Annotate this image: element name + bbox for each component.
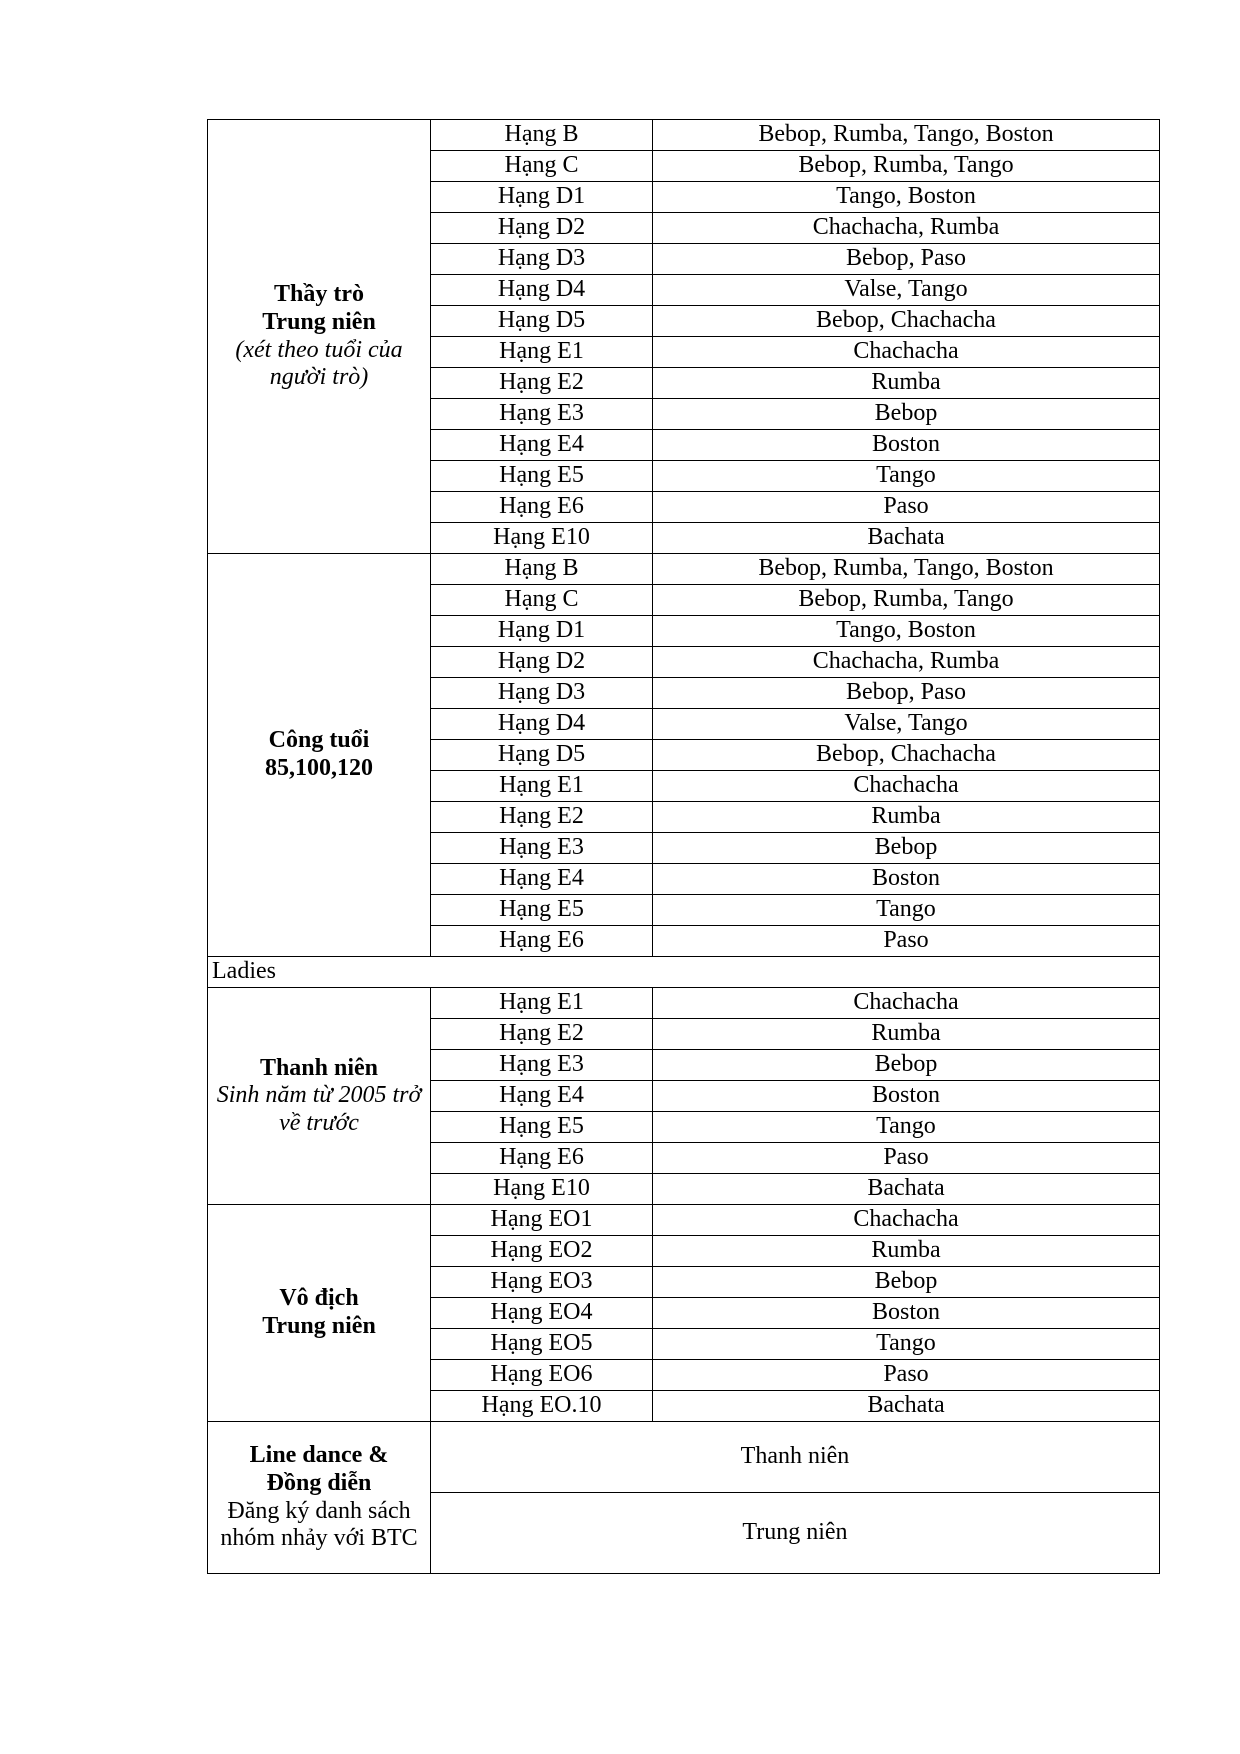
class-cell: Hạng E6 [431, 926, 653, 957]
dance-cell: Tango, Boston [653, 182, 1160, 213]
group-cell-g3 [208, 988, 431, 1205]
class-cell: Hạng E5 [431, 1112, 653, 1143]
section-label: Ladies [208, 957, 1160, 988]
table-row [208, 988, 1160, 1019]
class-cell: Hạng D2 [431, 213, 653, 244]
class-cell: Hạng E1 [431, 337, 653, 368]
dance-cell: Bebop [653, 1050, 1160, 1081]
class-cell: Hạng C [431, 585, 653, 616]
dance-cell: Rumba [653, 1236, 1160, 1267]
class-cell: Hạng EO3 [431, 1267, 653, 1298]
dance-cell: Tango [653, 1329, 1160, 1360]
dance-cell: Bachata [653, 1174, 1160, 1205]
class-cell: Hạng E10 [431, 1174, 653, 1205]
class-cell: Hạng D4 [431, 275, 653, 306]
class-cell: Hạng D4 [431, 709, 653, 740]
dance-cell: Rumba [653, 802, 1160, 833]
dance-cell: Bebop, Chachacha [653, 306, 1160, 337]
group-option: Thanh niên [431, 1422, 1160, 1493]
dance-cell: Chachacha [653, 1205, 1160, 1236]
dance-cell: Boston [653, 864, 1160, 895]
class-cell: Hạng EO4 [431, 1298, 653, 1329]
section-row [208, 957, 1160, 988]
dance-cell: Rumba [653, 368, 1160, 399]
dance-cell: Paso [653, 1143, 1160, 1174]
dance-cell: Tango, Boston [653, 616, 1160, 647]
class-cell: Hạng EO1 [431, 1205, 653, 1236]
class-cell: Hạng E2 [431, 368, 653, 399]
group-note: Đăng ký danh sách nhóm nhảy với BTC [220, 1497, 418, 1552]
table-row [208, 120, 1160, 151]
class-cell: Hạng D3 [431, 678, 653, 709]
class-cell: Hạng E10 [431, 523, 653, 554]
dance-cell: Chachacha [653, 988, 1160, 1019]
class-cell: Hạng E6 [431, 492, 653, 523]
dance-cell: Bebop [653, 399, 1160, 430]
class-cell: Hạng C [431, 151, 653, 182]
table-row [208, 1422, 1160, 1493]
class-cell: Hạng E1 [431, 771, 653, 802]
dance-cell: Valse, Tango [653, 709, 1160, 740]
dance-cell: Boston [653, 1298, 1160, 1329]
class-cell: Hạng E4 [431, 430, 653, 461]
group-title: Thanh niên [259, 1054, 379, 1081]
class-cell: Hạng D2 [431, 647, 653, 678]
class-cell: Hạng EO.10 [431, 1391, 653, 1422]
dance-cell: Tango [653, 895, 1160, 926]
class-cell: Hạng D5 [431, 740, 653, 771]
group-option: Trung niên [431, 1493, 1160, 1574]
class-cell: Hạng E4 [431, 864, 653, 895]
dance-cell: Bebop, Rumba, Tango [653, 151, 1160, 182]
class-cell: Hạng E4 [431, 1081, 653, 1112]
group-cell-g4 [208, 1205, 431, 1422]
dance-cell: Bebop, Rumba, Tango, Boston [653, 554, 1160, 585]
dance-cell: Chachacha, Rumba [653, 213, 1160, 244]
group-title: Vô địch [279, 1285, 359, 1312]
group-title: Đồng diễn [266, 1469, 372, 1496]
dance-cell: Bachata [653, 1391, 1160, 1422]
class-cell: Hạng D3 [431, 244, 653, 275]
class-cell: Hạng B [431, 120, 653, 151]
dance-cell: Bebop [653, 1267, 1160, 1298]
dance-cell: Bebop, Chachacha [653, 740, 1160, 771]
class-cell: Hạng E3 [431, 833, 653, 864]
group-title: Trung niên [262, 308, 376, 335]
class-cell: Hạng E2 [431, 1019, 653, 1050]
dance-cell: Tango [653, 1112, 1160, 1143]
dance-cell: Paso [653, 926, 1160, 957]
class-cell: Hạng E6 [431, 1143, 653, 1174]
group-title: Công tuổi [268, 727, 370, 754]
group-note: Sinh năm từ 2005 trở về trước [216, 1082, 422, 1136]
class-cell: Hạng E2 [431, 802, 653, 833]
dance-cell: Chachacha [653, 337, 1160, 368]
group-title: Thầy trò [274, 281, 364, 308]
group-title: 85,100,120 [265, 755, 373, 781]
dance-cell: Bachata [653, 523, 1160, 554]
dance-cell: Boston [653, 430, 1160, 461]
class-cell: Hạng E5 [431, 895, 653, 926]
group-note: (xét theo tuổi của người trò) [235, 336, 403, 391]
competition-table [207, 119, 1160, 1574]
group-cell-g1 [208, 120, 431, 554]
class-cell: Hạng E5 [431, 461, 653, 492]
class-cell: Hạng D1 [431, 616, 653, 647]
dance-cell: Boston [653, 1081, 1160, 1112]
dance-cell: Bebop, Rumba, Tango, Boston [653, 120, 1160, 151]
class-cell: Hạng E3 [431, 1050, 653, 1081]
class-cell: Hạng E1 [431, 988, 653, 1019]
group-title: Line dance & [249, 1442, 389, 1469]
dance-cell: Paso [653, 1360, 1160, 1391]
table-row [208, 554, 1160, 585]
class-cell: Hạng EO6 [431, 1360, 653, 1391]
class-cell: Hạng D1 [431, 182, 653, 213]
dance-cell: Rumba [653, 1019, 1160, 1050]
dance-cell: Bebop, Paso [653, 678, 1160, 709]
dance-cell: Bebop, Rumba, Tango [653, 585, 1160, 616]
dance-cell: Paso [653, 492, 1160, 523]
group-cell-g2 [208, 554, 431, 957]
dance-cell: Bebop [653, 833, 1160, 864]
dance-cell: Bebop, Paso [653, 244, 1160, 275]
class-cell: Hạng B [431, 554, 653, 585]
group-title: Trung niên [262, 1313, 376, 1339]
group-cell-g5 [208, 1422, 431, 1574]
class-cell: Hạng EO2 [431, 1236, 653, 1267]
class-cell: Hạng EO5 [431, 1329, 653, 1360]
class-cell: Hạng E3 [431, 399, 653, 430]
class-cell: Hạng D5 [431, 306, 653, 337]
dance-cell: Chachacha, Rumba [653, 647, 1160, 678]
table-body [208, 120, 1160, 1574]
dance-cell: Chachacha [653, 771, 1160, 802]
dance-cell: Tango [653, 461, 1160, 492]
dance-cell: Valse, Tango [653, 275, 1160, 306]
table-row [208, 1205, 1160, 1236]
